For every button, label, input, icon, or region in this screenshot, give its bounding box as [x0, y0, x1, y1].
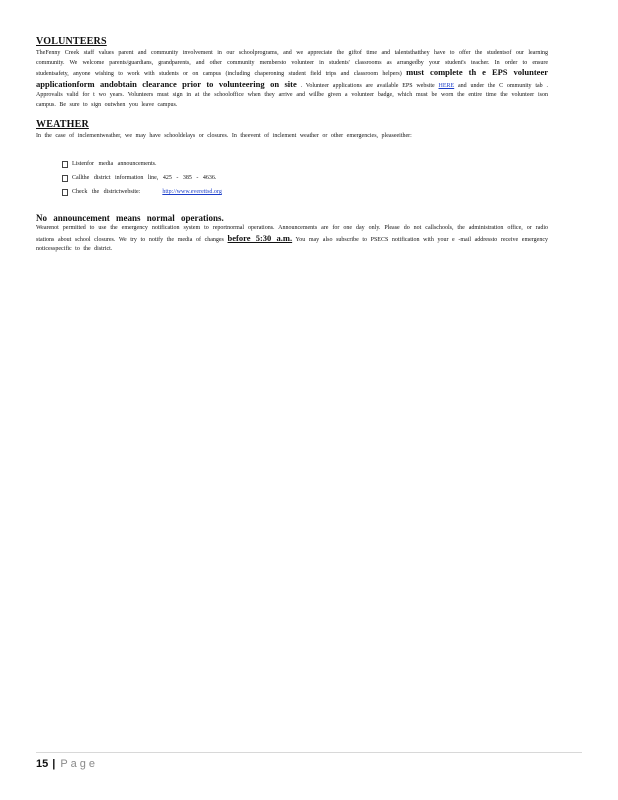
checkbox-bullet-icon — [62, 175, 68, 182]
weather-section — [36, 119, 548, 255]
page-label: Page — [60, 758, 99, 770]
no-announcement-heading: No announcement means normal operations. — [36, 213, 224, 224]
volunteers-text-3: and under the C ommunity tab . Approvalis valid for t wo years. Volunteers must sign in at the schooloffice when they arrive and willbe given a volunteer badge, which must be worn the entire time the volunteer ison campus. Be sure to sign outwhen you leave campus. — [36, 82, 548, 108]
volunteers-text-2: . Volunteer applications are available EPS website — [300, 82, 435, 89]
weather-paragraph: In the case of inclementweather, we may have schooldelays or closures. In theevent of inclement weather or other emergencies, pleaseeither: — [36, 132, 412, 139]
weather-heading: WEATHER — [36, 118, 89, 130]
volunteers-heading: VOLUNTEERS — [36, 36, 107, 47]
footer-separator: | — [52, 758, 56, 770]
checkbox-bullet-icon — [62, 189, 68, 196]
district-website-link[interactable]: http://www.everettsd.org — [162, 189, 222, 196]
volunteers-section — [36, 36, 548, 111]
announcement-paragraph — [36, 224, 548, 255]
checkbox-bullet-icon — [62, 161, 68, 168]
volunteers-paragraph — [36, 49, 548, 111]
volunteers-bold-requirement: must complete th e EPS volunteer applicationform andobtain clearance prior to volunteering on site — [36, 67, 548, 89]
here-link[interactable]: HERE — [438, 82, 455, 89]
page-number: 15 — [36, 758, 49, 770]
list-item-text: Callthe district information line, 425 - 385 - 4636. — [72, 175, 217, 182]
list-item-text: Listenfor media announcements. — [72, 161, 157, 168]
list-item — [62, 157, 548, 171]
weather-options-list — [36, 157, 548, 199]
list-item-text: Check the districtwebsite: — [72, 189, 141, 196]
volunteers-text-1: TheFenny Creek staff values parent and community involvement in our schoolprograms, and we appreciate the giftof time and talentsthatthey have to offer the studentsof our learning community. We welcome parents/guardians, grandparents, and other community membersto volunteer in students' classrooms as arrangedby your student's teacher. In order to ensure studentsafety, anyone wishing to work with students or on campus (including chaperoning student field trips and classroom helpers) — [36, 50, 548, 78]
announcement-text-2: You may also subscribe to PSECS notification with your e -mail addressto receive emergency noticesspecific to the district. — [36, 236, 548, 253]
page-footer — [36, 752, 582, 770]
announcement-text-1: Wearenot permitted to use the emergency notification system to reportnormal operations. Announcements are for one day only. Please do not callschools, the administration office, or radio stations about school closures. We try to notify the media of changes — [36, 225, 548, 243]
list-item — [62, 185, 548, 199]
deadline-time: before 5:30 a.m. — [227, 232, 293, 243]
list-item — [62, 171, 548, 185]
page-content — [36, 36, 548, 255]
